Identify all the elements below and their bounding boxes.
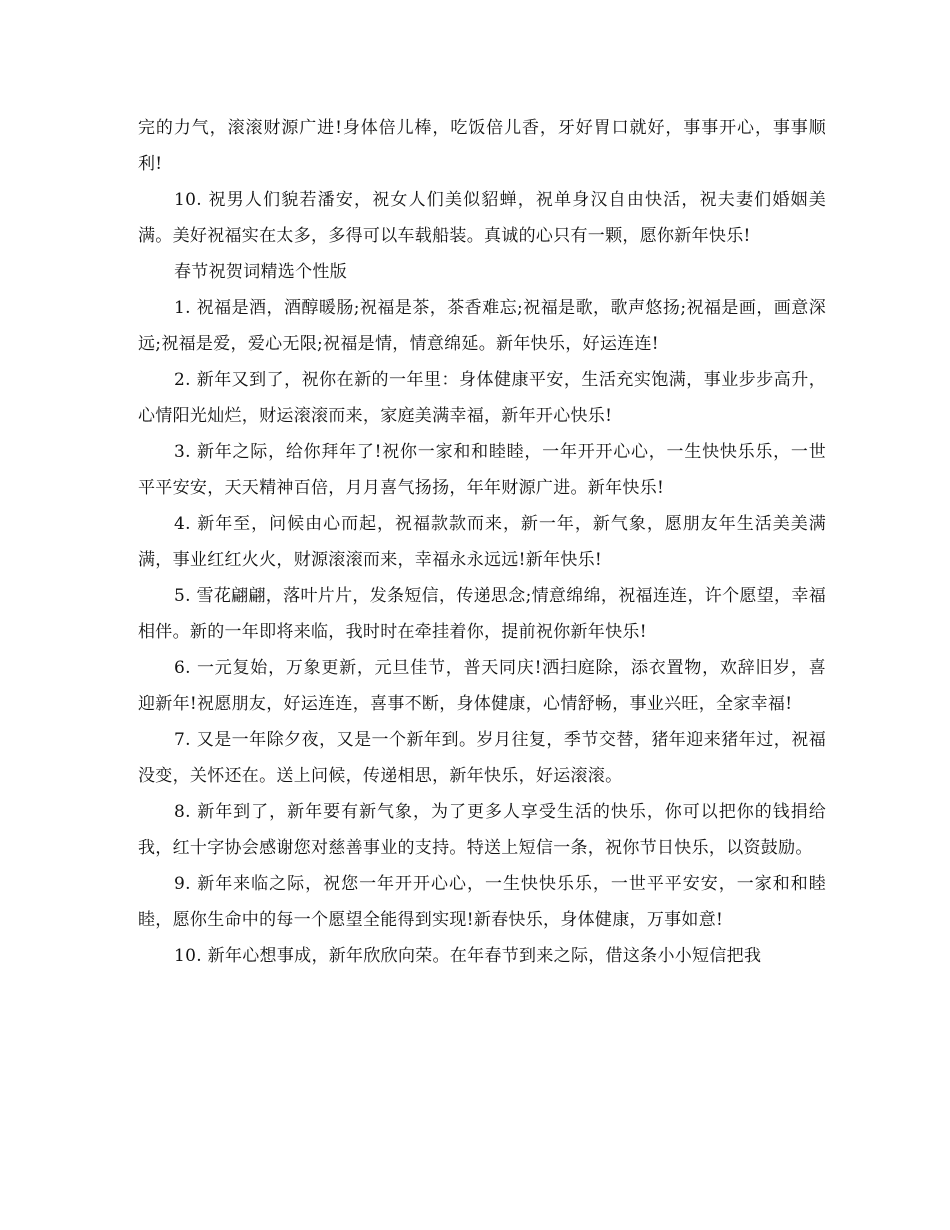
paragraph-wish-10b: 10. 新年心想事成，新年欣欣向荣。在年春节到来之际，借这条小小短信把我 [174,946,762,966]
paragraph-wish-5: 5. 雪花翩翩，落叶片片，发条短信，传递思念;情意绵绵，祝福连连，许个愿望，幸福相伴。新的一年即将来临，我时时在牵挂着你，提前祝你新年快乐! [138,586,826,642]
paragraph-wish-9: 9. 新年来临之际，祝您一年开开心心，一生快快乐乐，一世平平安安，一家和和睦睦，愿你生命中的每一个愿望全能得到实现!新春快乐，身体健康，万事如意! [138,874,826,930]
paragraph-wish-6: 6. 一元复始，万象更新，元旦佳节，普天同庆!洒扫庭除，添衣置物，欢辞旧岁，喜迎新年!祝愿朋友，好运连连，喜事不断，身体健康，心情舒畅，事业兴旺，全家幸福! [138,658,826,714]
paragraph-wish-1: 1. 祝福是酒，酒醇暖肠;祝福是茶，茶香难忘;祝福是歌，歌声悠扬;祝福是画，画意深远;祝福是爱，爱心无限;祝福是情，情意绵延。新年快乐，好运连连! [138,298,826,354]
paragraph-wish-3: 3. 新年之际，给你拜年了!祝你一家和和睦睦，一年开开心心，一生快快乐乐，一世平平安安，天天精神百倍，月月喜气扬扬，年年财源广进。新年快乐! [138,442,826,498]
paragraph-wish-4: 4. 新年至，问候由心而起，祝福款款而来，新一年，新气象，愿朋友年生活美美满满，事业红红火火，财源滚滚而来，幸福永永远远!新年快乐! [138,514,826,570]
paragraph-wish-7: 7. 又是一年除夕夜，又是一个新年到。岁月往复，季节交替，猪年迎来猪年过，祝福没变，关怀还在。送上问候，传递相思，新年快乐，好运滚滚。 [138,730,826,786]
section-heading: 春节祝贺词精选个性版 [174,262,347,282]
paragraph-wish-2: 2. 新年又到了，祝你在新的一年里：身体健康平安，生活充实饱满，事业步步高升，心情阳光灿烂，财运滚滚而来，家庭美满幸福，新年开心快乐! [138,370,826,426]
paragraph-continuation: 完的力气，滚滚财源广进!身体倍儿棒，吃饭倍儿香，牙好胃口就好，事事开心，事事顺利! [138,118,826,174]
paragraph-wish-8: 8. 新年到了，新年要有新气象，为了更多人享受生活的快乐，你可以把你的钱捐给我，红十字协会感谢您对慈善事业的支持。特送上短信一条，祝你节日快乐，以资鼓励。 [138,802,826,858]
paragraph-wish-10: 10. 祝男人们貌若潘安，祝女人们美似貂蝉，祝单身汉自由快活，祝夫妻们婚姻美满。美好祝福实在太多，多得可以车载船装。真诚的心只有一颗，愿你新年快乐! [138,190,826,246]
document-body [138,110,826,974]
